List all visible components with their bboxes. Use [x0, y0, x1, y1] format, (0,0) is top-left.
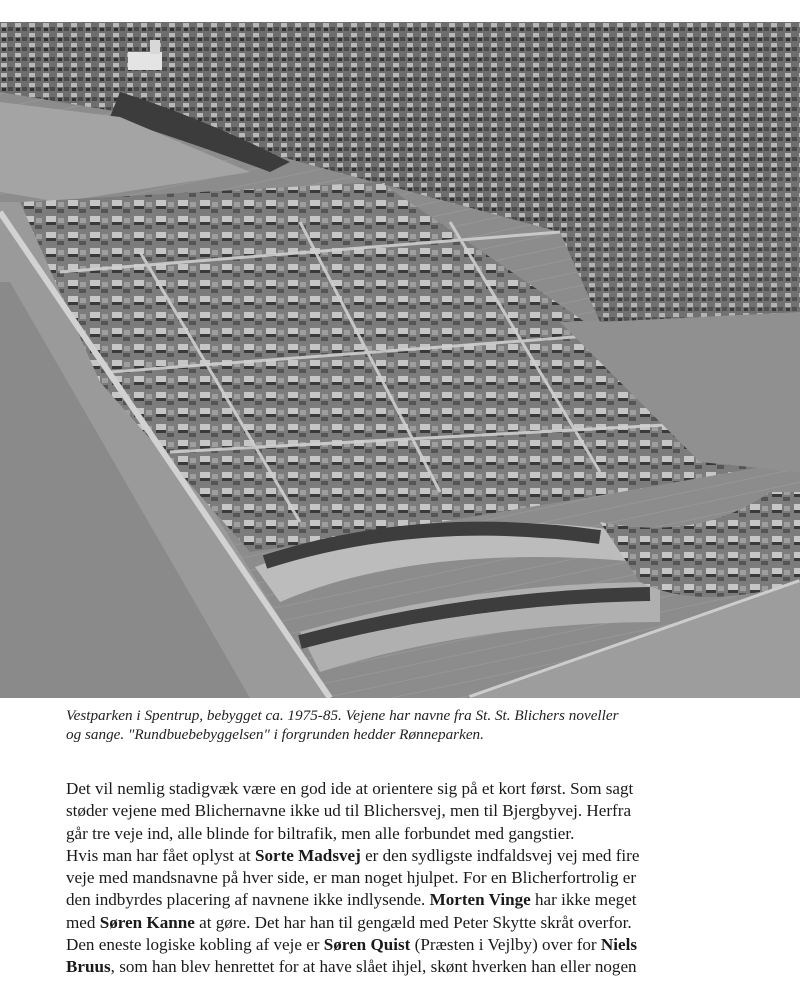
- body-text: [66, 778, 766, 979]
- road-name-bold: Bruus: [66, 957, 111, 977]
- road-name-bold: Søren Kanne: [99, 912, 195, 932]
- text-line: [66, 889, 766, 911]
- text-line: veje med mandsnavne på hver side, er man noget hjulpet. For en Blicherfortrolig er: [66, 868, 637, 888]
- text-run: Den eneste logiske kobling af veje er: [66, 935, 324, 955]
- text-line: [66, 956, 766, 978]
- road-name-bold: Søren Quist: [323, 935, 411, 955]
- text-run: , som han blev henrettet for at have slået ihjel, skønt hverken han eller nogen: [110, 957, 637, 977]
- text-line: [66, 912, 766, 934]
- text-run: (Præsten i Vejlby) over for: [410, 935, 601, 955]
- road-name-bold: Sorte Madsvej: [254, 845, 361, 865]
- text-line: [66, 845, 766, 867]
- text-run: har ikke meget: [530, 890, 637, 910]
- text-run: med: [66, 912, 100, 932]
- road-name-bold: Morten Vinge: [429, 890, 531, 910]
- caption-line: og sange. "Rundbuebebyggelsen" i forgrunden hedder Rønneparken.: [66, 726, 484, 743]
- caption-line: Vestparken i Spentrup, bebygget ca. 1975-85. Vejene har navne fra St. St. Blichers noveller: [66, 707, 619, 724]
- text-run: den indbyrdes placering af navnene ikke indlysende.: [66, 890, 430, 910]
- text-line: [66, 934, 766, 956]
- text-run: Hvis man har fået oplyst at: [66, 845, 255, 865]
- text-line: støder vejene med Blichernavne ikke ud til Blichersvej, men til Bjergbyvej. Herfra: [66, 801, 632, 821]
- text-run: er den sydligste indfaldsvej vej med fire: [360, 845, 640, 865]
- photo-caption: [66, 706, 756, 744]
- text-run: at gøre. Det har han til gengæld med Peter Skytte skråt overfor.: [194, 912, 632, 932]
- text-line: Det vil nemlig stadigvæk være en god ide at orientere sig på et kort først. Som sagt: [66, 779, 634, 798]
- road-name-bold: Niels: [600, 935, 637, 955]
- text-line: går tre veje ind, alle blinde for biltrafik, men alle forbundet med gangstier.: [66, 823, 575, 843]
- aerial-photo: [0, 22, 800, 698]
